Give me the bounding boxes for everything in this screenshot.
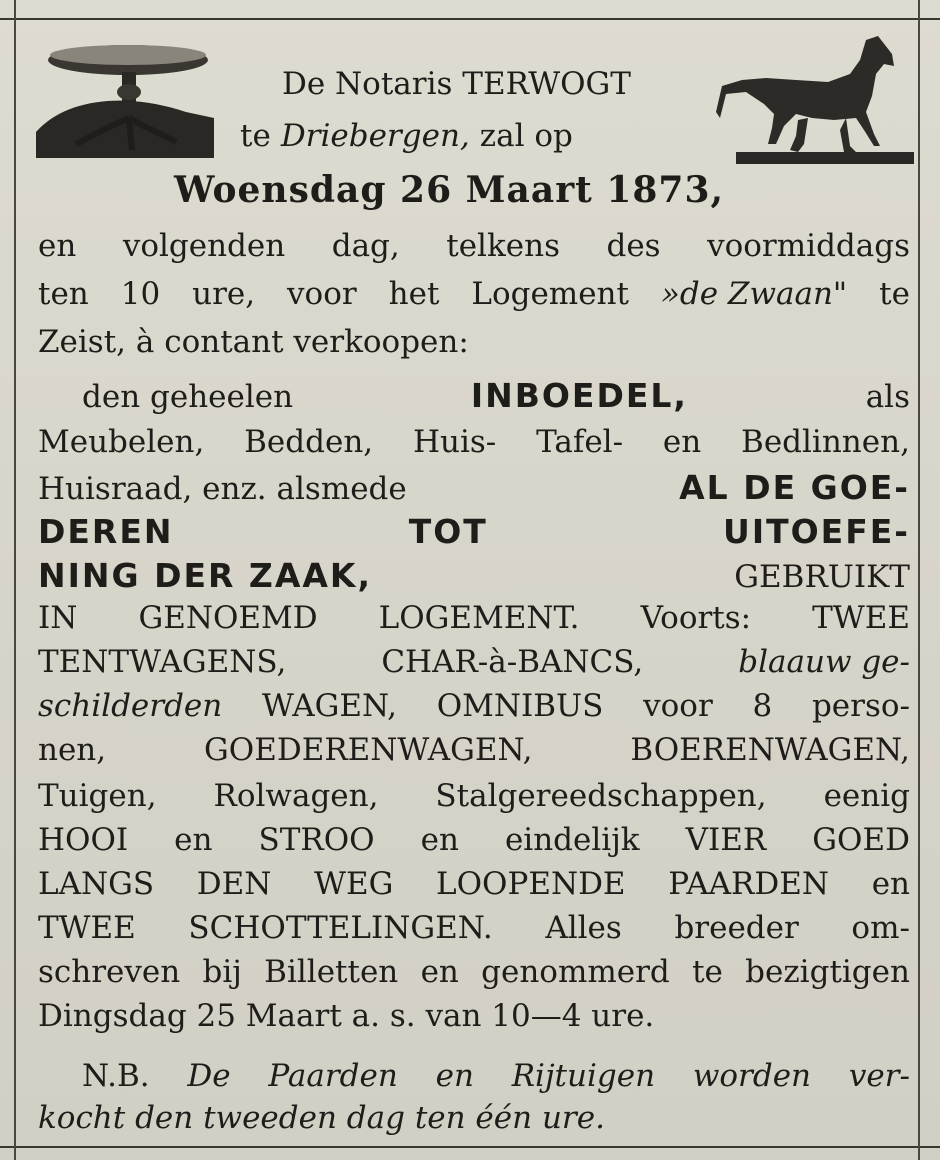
top-rule xyxy=(0,18,940,20)
word: Huisraad, enz. alsmede xyxy=(38,471,407,507)
word: Meubelen, xyxy=(38,424,205,460)
word: des xyxy=(606,228,661,264)
word: BOERENWAGEN, xyxy=(630,732,910,768)
right-rule xyxy=(918,0,920,1160)
word: SCHOTTELINGEN. xyxy=(188,910,493,946)
notice-line-15 xyxy=(38,730,910,770)
word: LOGEMENT. xyxy=(378,600,580,636)
word: Voorts: xyxy=(640,600,752,636)
word: Rolwagen, xyxy=(213,778,379,814)
word: HOOI xyxy=(38,822,129,858)
word: Rijtuigen xyxy=(511,1058,656,1094)
word: WEG xyxy=(314,866,394,902)
notice-line-4 xyxy=(38,226,910,266)
notice-line-16 xyxy=(38,776,910,816)
word: OMNIBUS xyxy=(436,688,604,724)
word: TWEE xyxy=(812,600,910,636)
word: en xyxy=(871,866,910,902)
word: STROO xyxy=(258,822,375,858)
notice-line-12 xyxy=(38,598,910,638)
notice-line-2 xyxy=(240,116,680,156)
notice-date-line xyxy=(174,170,814,210)
bottom-rule xyxy=(0,1146,940,1148)
word: worden xyxy=(692,1058,812,1094)
word: TWEE xyxy=(38,910,136,946)
word: ver- xyxy=(848,1058,910,1094)
word: GOED xyxy=(812,822,910,858)
word: zal op xyxy=(479,118,573,154)
notice-line-18 xyxy=(38,864,910,904)
word: Alles xyxy=(545,910,622,946)
table-icon xyxy=(36,40,218,162)
notice-line-13 xyxy=(38,642,910,682)
word: IN xyxy=(38,600,78,636)
word: voor xyxy=(287,276,357,312)
word: GENOEMD xyxy=(138,600,318,636)
word: Bedden, xyxy=(244,424,374,460)
word: te xyxy=(240,118,271,154)
word: als xyxy=(865,379,910,415)
word: dag, xyxy=(331,228,400,264)
word: PAARDEN xyxy=(668,866,829,902)
goods-heading: AL DE GOE- xyxy=(679,468,910,507)
notice-line-10 xyxy=(38,512,910,552)
word: kocht den tweeden dag ten één ure. xyxy=(38,1100,605,1136)
notice-line-11 xyxy=(38,556,910,597)
word: ten xyxy=(38,276,89,312)
inboedel-heading: INBOEDEL, xyxy=(470,376,688,415)
notice-line-17 xyxy=(38,820,910,860)
horse-icon xyxy=(716,34,914,170)
word: De xyxy=(187,1058,231,1094)
place-name: Driebergen, xyxy=(280,118,470,154)
word: WAGEN, xyxy=(261,688,398,724)
word: en xyxy=(420,822,459,858)
word: breeder xyxy=(674,910,799,946)
word: Billetten xyxy=(264,954,399,990)
word: VIER xyxy=(685,822,767,858)
word: het xyxy=(388,276,440,312)
word: en xyxy=(174,822,213,858)
notice-line-14 xyxy=(38,686,910,726)
word: voormiddags xyxy=(707,228,910,264)
word: Paarden xyxy=(268,1058,398,1094)
notice-line-9 xyxy=(38,468,910,509)
word: bij xyxy=(202,954,242,990)
notice-line-21 xyxy=(38,996,910,1036)
word: LOOPENDE xyxy=(436,866,626,902)
goods-heading: DEREN xyxy=(38,512,174,551)
word: blaauw ge- xyxy=(738,644,910,680)
sale-terms: Zeist, à contant verkoopen: xyxy=(38,324,469,360)
word: CHAR-à-BANCS, xyxy=(381,644,644,680)
word: perso- xyxy=(811,688,910,724)
word: nen, xyxy=(38,732,107,768)
notice-nb-line-2 xyxy=(38,1098,910,1138)
notice-line-20 xyxy=(38,952,910,992)
word: Stalgereedschappen, xyxy=(435,778,767,814)
word: Logement xyxy=(471,276,629,312)
word: Huis- xyxy=(412,424,497,460)
word: en xyxy=(420,954,459,990)
nb-label: N.B. xyxy=(82,1058,150,1094)
word: en xyxy=(38,228,77,264)
word: ure, xyxy=(192,276,256,312)
notice-line-8 xyxy=(38,422,910,462)
notice-line-6 xyxy=(38,322,910,362)
notice-line-7 xyxy=(82,376,910,417)
word: DEN xyxy=(196,866,272,902)
left-rule xyxy=(14,0,16,1160)
goods-heading: UITOEFE- xyxy=(723,512,910,551)
notary-name: De Notaris TERWOGT xyxy=(282,66,631,102)
word: TENTWAGENS, xyxy=(38,644,287,680)
word: 8 xyxy=(752,688,773,724)
word: 10 xyxy=(120,276,161,312)
word: en xyxy=(435,1058,474,1094)
word: voor xyxy=(643,688,713,724)
inn-name: »de Zwaan" xyxy=(660,276,848,312)
word: LANGS xyxy=(38,866,155,902)
word: om- xyxy=(851,910,910,946)
sale-date: Woensdag 26 Maart 1873, xyxy=(174,169,725,211)
word: schreven xyxy=(38,954,181,990)
word: GEBRUIKT xyxy=(734,559,910,595)
word: den geheelen xyxy=(82,379,294,415)
word: eindelijk xyxy=(504,822,640,858)
word: te xyxy=(692,954,723,990)
goods-heading: NING DER ZAAK, xyxy=(38,556,373,595)
word: telkens xyxy=(446,228,560,264)
word: Tafel- xyxy=(536,424,624,460)
word: bezigtigen xyxy=(745,954,910,990)
word: volgenden xyxy=(122,228,286,264)
word: schilderden xyxy=(38,688,223,724)
word: en xyxy=(662,424,702,460)
word: Bedlinnen, xyxy=(741,424,910,460)
word: eenig xyxy=(823,778,910,814)
notice-line-5 xyxy=(38,274,910,314)
word: GOEDERENWAGEN, xyxy=(204,732,533,768)
notice-line-19 xyxy=(38,908,910,948)
notice-nb-line-1 xyxy=(82,1056,910,1096)
word: te xyxy=(879,276,910,312)
viewing-date: Dingsdag 25 Maart a. s. van 10—4 ure. xyxy=(38,998,655,1034)
goods-heading: TOT xyxy=(408,512,488,551)
word: genommerd xyxy=(481,954,670,990)
word: Tuigen, xyxy=(38,778,157,814)
notice-line-1 xyxy=(282,64,702,104)
